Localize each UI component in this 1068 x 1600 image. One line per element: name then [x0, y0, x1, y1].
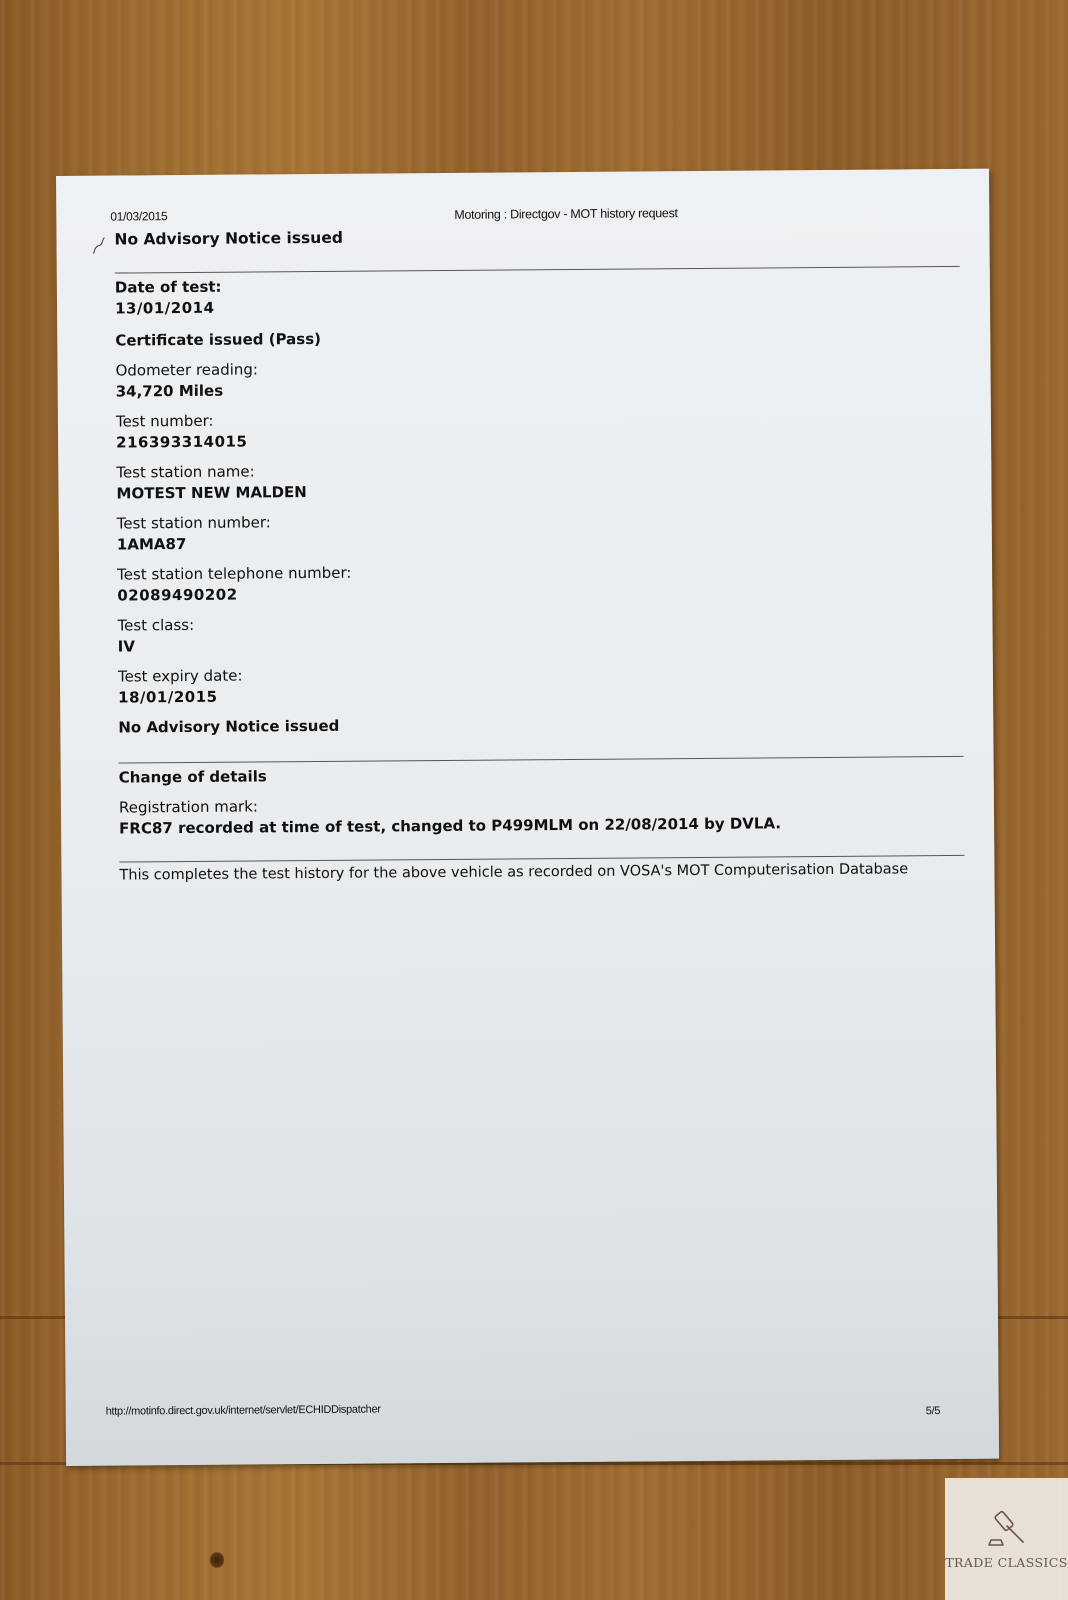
- mot-history-page: [56, 169, 999, 1466]
- station-name-value: MOTEST NEW MALDEN: [116, 483, 307, 503]
- print-date: 01/03/2015: [110, 209, 168, 224]
- test-number-label: Test number:: [115, 411, 214, 431]
- test-class-label: Test class:: [117, 615, 195, 635]
- station-number-value: 1AMA87: [116, 534, 187, 554]
- change-of-details: [119, 762, 781, 839]
- test-date-value: 13/01/2014: [114, 298, 215, 318]
- print-header-title: Motoring : Directgov - MOT history request: [454, 206, 678, 222]
- section-divider: [119, 756, 964, 764]
- test-record: [115, 276, 353, 739]
- station-name-label: Test station name:: [116, 462, 255, 482]
- station-phone-value: 02089490202: [117, 585, 238, 605]
- section-divider: [115, 266, 960, 274]
- registration-mark-label: Registration mark:: [118, 797, 258, 817]
- wood-knot: [210, 1552, 224, 1568]
- odometer-value: 34,720 Miles: [115, 381, 224, 401]
- watermark-text: TRADE CLASSICS: [945, 1554, 1068, 1570]
- test-class-value: IV: [117, 637, 135, 656]
- station-phone-label: Test station telephone number:: [117, 563, 352, 584]
- footer-url: http://motinfo.direct.gov.uk/internet/servlet/ECHIDDispatcher: [105, 1403, 381, 1418]
- expiry-date-value: 18/01/2015: [118, 687, 218, 707]
- odometer-label: Odometer reading:: [115, 360, 259, 380]
- top-advisory-notice: No Advisory Notice issued: [114, 228, 343, 249]
- test-date-label: Date of test:: [114, 277, 222, 297]
- certificate-status: Certificate issued (Pass): [115, 329, 322, 350]
- page-number: 5/5: [925, 1405, 941, 1418]
- expiry-date-label: Test expiry date:: [117, 666, 243, 686]
- station-number-label: Test station number:: [116, 513, 271, 533]
- pen-mark-icon: [92, 236, 106, 256]
- completion-note: This completes the test history for the above vehicle as recorded on VOSA's MOT Computerisation Database: [119, 861, 909, 884]
- registration-mark-value: FRC87 recorded at time of test, changed to P499MLM on 22/08/2014 by DVLA.: [119, 814, 782, 838]
- trade-classics-watermark: [945, 1478, 1068, 1600]
- test-number-value: 216393314015: [116, 432, 248, 452]
- advisory-notice: No Advisory Notice issued: [118, 716, 340, 737]
- gavel-icon: [983, 1509, 1031, 1549]
- change-of-details-heading: Change of details: [118, 767, 267, 787]
